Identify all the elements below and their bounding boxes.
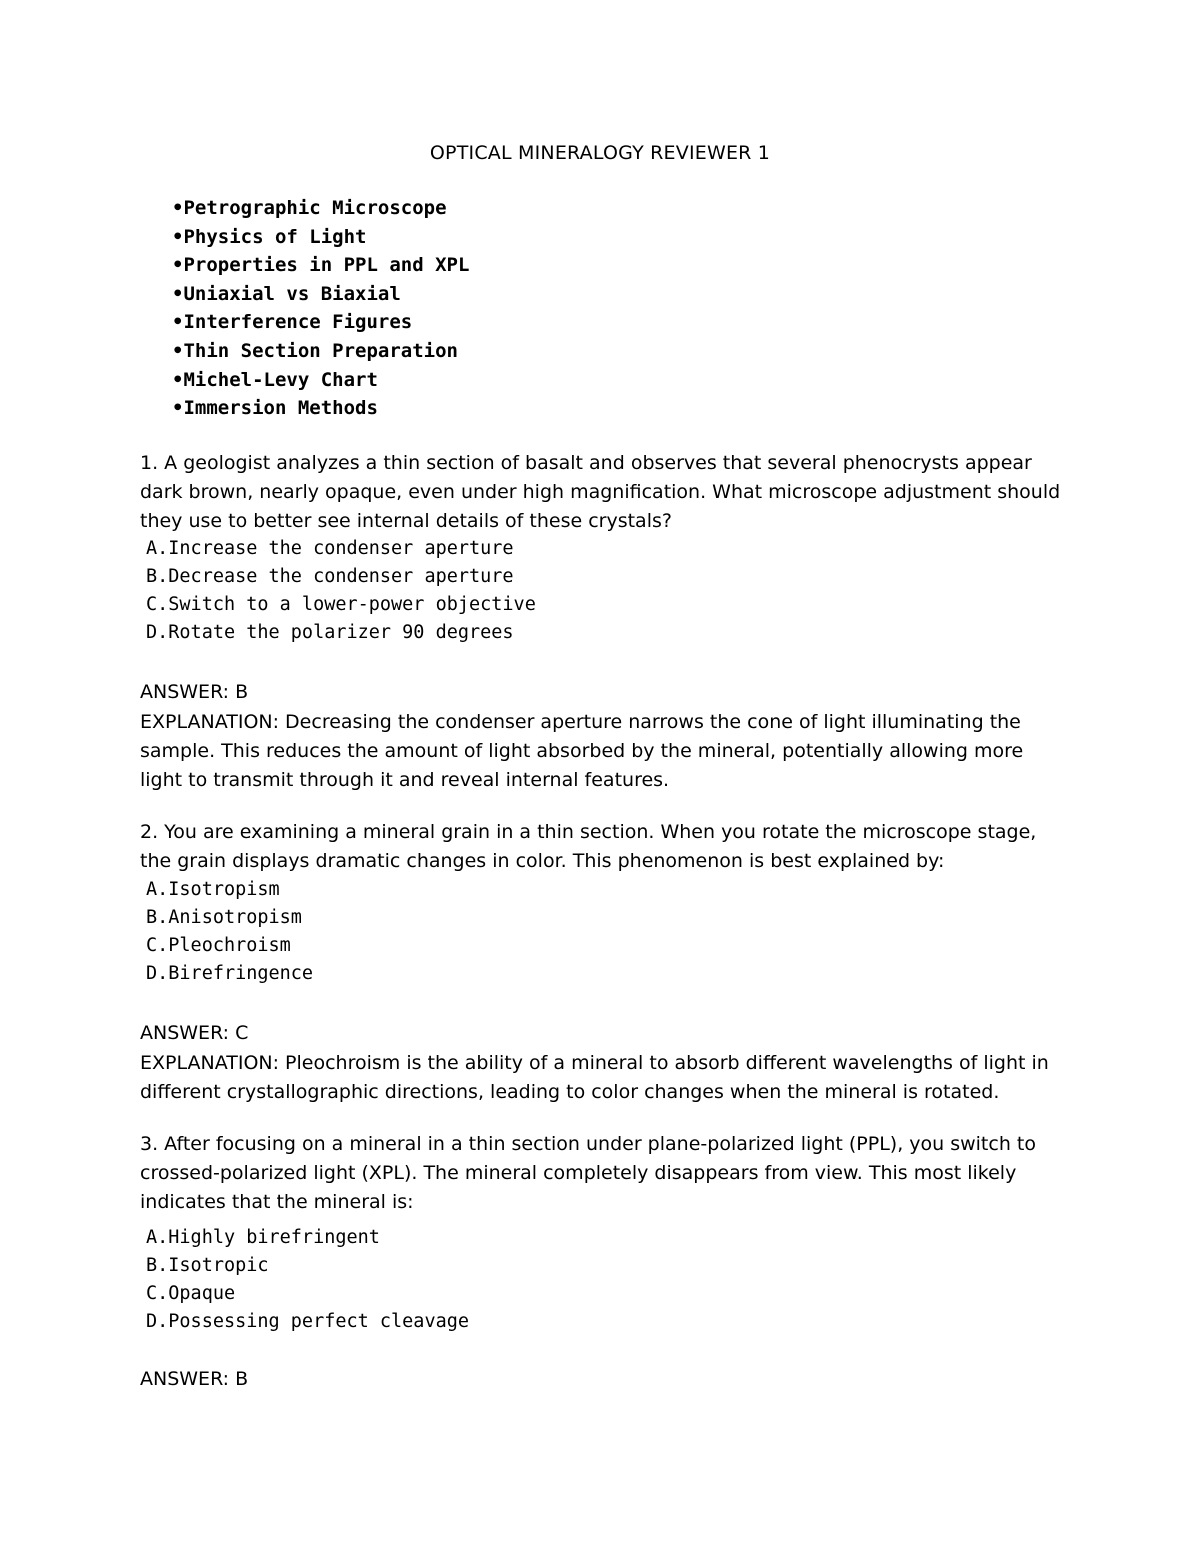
bullet-icon: • [172, 282, 184, 305]
topic-label: Thin Section Preparation [183, 339, 458, 362]
question-1-answer: ANSWER: B [140, 681, 249, 703]
document-title: OPTICAL MINERALOGY REVIEWER 1 [429, 142, 771, 164]
question-1-options [146, 535, 536, 647]
topic-label: Uniaxial vs Biaxial [183, 282, 401, 305]
option-b: B.Isotropic [146, 1255, 269, 1276]
bullet-icon: • [172, 311, 184, 334]
option-a: A.Increase the condenser aperture [146, 538, 514, 559]
option-b: B.Anisotropism [146, 907, 302, 928]
question-2-explanation: EXPLANATION: Pleochroism is the ability of a mineral to absorb different wavelengths of light in different crystallographic directions, leading to color changes when the mineral is rotated. [140, 1052, 1049, 1103]
option-c: C.Pleochroism [146, 935, 291, 956]
bullet-icon: • [172, 368, 184, 391]
bullet-icon: • [172, 197, 184, 219]
topic-label: Interference Figures [183, 311, 413, 334]
question-3-answer: ANSWER: B [140, 1368, 249, 1390]
question-2-text: 2. You are examining a mineral grain in a thin section. When you rotate the microscope stage, the grain displays dramatic changes in color. This phenomenon is best explained by: [140, 821, 1037, 872]
bullet-icon: • [172, 397, 184, 420]
option-a: A.Isotropism [146, 879, 280, 900]
option-d: D.Rotate the polarizer 90 degrees [146, 622, 514, 643]
bullet-icon: • [172, 339, 184, 362]
option-c: C.Switch to a lower-power objective [146, 594, 536, 615]
option-d: D.Birefringence [146, 963, 314, 984]
bullet-icon: • [172, 254, 184, 277]
topic-item [172, 308, 469, 337]
topic-item [172, 280, 469, 309]
question-1-explanation: EXPLANATION: Decreasing the condenser aperture narrows the cone of light illuminating the sample. This reduces the amount of light absorbed by the mineral, potentially allowing more light to transmit through it and reveal internal features. [140, 711, 1024, 791]
topic-item [172, 223, 469, 252]
topic-label: Michel-Levy Chart [183, 368, 378, 391]
topic-item [172, 251, 469, 280]
topic-label: Petrographic Microscope [183, 197, 447, 219]
question-1-text: 1. A geologist analyzes a thin section of basalt and observes that several phenocrysts appear dark brown, nearly opaque, even under high magnification. What microscope adjustment should they use to better see internal details of these crystals? [140, 452, 1061, 532]
bullet-icon: • [172, 225, 184, 248]
question-2-answer: ANSWER: C [140, 1022, 249, 1044]
topic-item [172, 366, 469, 395]
topic-label: Properties in PPL and XPL [183, 254, 470, 277]
topic-item [172, 337, 469, 366]
topic-item [172, 394, 469, 423]
topic-list [172, 194, 469, 423]
option-d: D.Possessing perfect cleavage [146, 1311, 470, 1332]
topic-label: Immersion Methods [183, 397, 378, 420]
option-b: B.Decrease the condenser aperture [146, 566, 514, 587]
question-2-options [146, 876, 313, 988]
option-a: A.Highly birefringent [146, 1227, 380, 1248]
topic-item [172, 194, 469, 223]
question-3-text: 3. After focusing on a mineral in a thin section under plane-polarized light (PPL), you switch to crossed-polarized light (XPL). The mineral completely disappears from view. This most likely indicates that the mineral is: [140, 1133, 1036, 1213]
option-c: C.Opaque [146, 1283, 236, 1304]
question-3-options [146, 1224, 469, 1336]
topic-label: Physics of Light [183, 225, 367, 248]
